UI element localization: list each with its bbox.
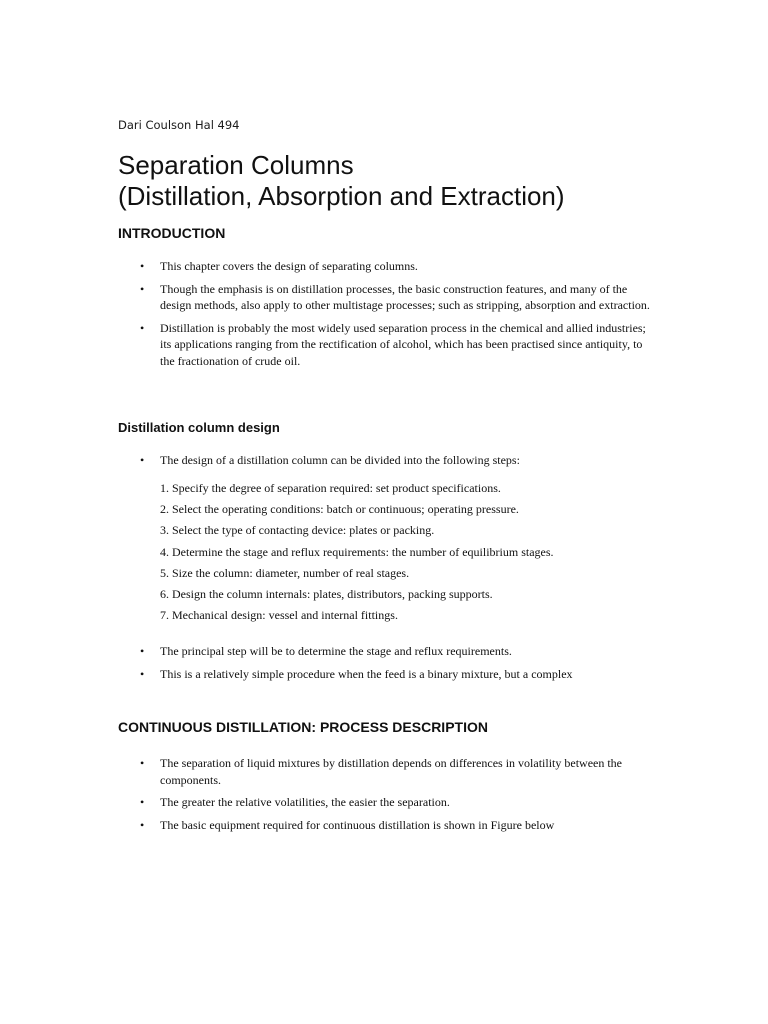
introduction-list [0,258,660,375]
continuous-distillation-list [0,755,660,839]
list-item [0,643,660,660]
list-item [0,281,660,314]
bullet-icon: • [140,666,145,681]
distillation-design-intro-list [0,452,660,475]
bullet-icon: • [140,320,145,335]
title-line-1: Separation Columns [118,150,354,180]
list-item [0,320,660,370]
list-item [0,666,660,683]
design-step: 6. Design the column internals: plates, distributors, packing supports. [160,587,493,602]
list-item-text: The greater the relative volatilities, the easier the separation. [160,795,450,809]
bullet-icon: • [140,281,145,296]
list-item-text: This chapter covers the design of separating columns. [160,259,418,273]
design-step: 1. Specify the degree of separation required: set product specifications. [160,481,501,495]
design-step: 3. Select the type of contacting device: plates or packing. [160,523,435,538]
bullet-icon: • [140,644,145,658]
list-item [0,794,660,811]
list-item-text: The principal step will be to determine the stage and reflux requirements. [160,644,512,658]
list-item [0,817,660,834]
bullet-icon: • [140,795,145,809]
bullet-icon: • [140,756,145,770]
bullet-icon: • [140,453,145,467]
list-item-text: The separation of liquid mixtures by distillation depends on differences in volatility between the components. [160,756,622,787]
list-item [0,452,660,469]
distillation-design-notes-list [0,643,660,688]
title-line-2: (Distillation, Absorption and Extraction) [118,181,565,211]
document-title [118,150,565,212]
distillation-design-heading: Distillation column design [118,420,280,435]
design-step: 5. Size the column: diameter, number of real stages. [160,565,410,580]
bullet-icon: • [140,817,145,832]
introduction-heading: INTRODUCTION [118,225,226,241]
list-item-text: Distillation is probably the most widely used separation process in the chemical and allied industries; its applications ranging from the rectification of alcohol, which has been practised since antiquity, to the fractionation of crude oil. [160,320,646,368]
design-step: 4. Determine the stage and reflux requirements: the number of equilibrium stages. [160,544,554,559]
bullet-icon: • [140,259,145,273]
design-step: 7. Mechanical design: vessel and internal fittings. [160,608,398,623]
list-item [0,258,660,275]
list-item-text: This is a relatively simple procedure when the feed is a binary mixture, but a complex [160,666,573,681]
list-item-text: The basic equipment required for continuous distillation is shown in Figure below [160,817,555,832]
continuous-distillation-heading: CONTINUOUS DISTILLATION: PROCESS DESCRIPTION [118,719,488,735]
design-steps-list [160,478,554,626]
source-note: Dari Coulson Hal 494 [118,118,240,132]
list-item [0,755,660,788]
design-step: 2. Select the operating conditions: batch or continuous; operating pressure. [160,502,519,517]
list-item-text: The design of a distillation column can be divided into the following steps: [160,453,520,467]
list-item-text: Though the emphasis is on distillation processes, the basic construction features, and many of the design methods, also apply to other multistage processes; such as stripping, absorption and extraction. [160,281,650,312]
